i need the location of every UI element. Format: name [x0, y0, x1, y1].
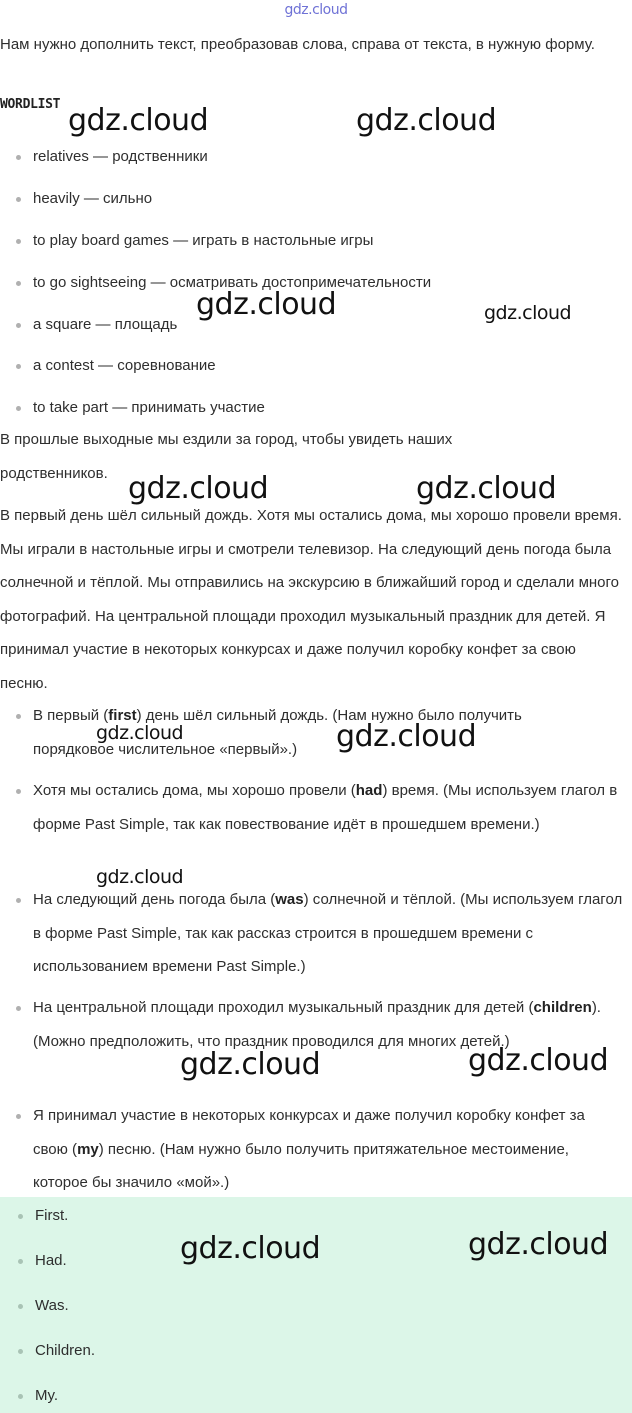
answer-word: children [533, 999, 592, 1016]
explanation-text: Я принимал участие в некоторых конкурсах и даже получил коробку конфет за свою (my) песню. (Нам нужно было получить притяжательное местоимение, которое бы значило «мой».) [33, 1107, 585, 1191]
explanation-item [0, 883, 626, 984]
answer-text: Had. [35, 1252, 67, 1269]
bullet-icon [18, 1349, 23, 1354]
answer-word: first [108, 707, 137, 724]
answer-item [0, 1291, 620, 1321]
answer-text: First. [35, 1207, 69, 1224]
watermark: gdz.cloud [96, 866, 184, 888]
answer-text: Children. [35, 1342, 96, 1359]
watermark: gdz.cloud [468, 1043, 609, 1078]
explanation-text: На центральной площади проходил музыкальный праздник для детей (children). (Можно предположить, что праздник проводился для многих детей.) [33, 999, 601, 1050]
wordlist-item-text: to take part — принимать участие [33, 399, 265, 416]
bullet-icon [16, 714, 21, 719]
bullet-icon [16, 323, 21, 328]
explanation-text: В первый (first) день шёл сильный дождь. (Нам нужно было получить порядковое числительное «первый».) [33, 707, 522, 758]
answer-item [0, 1336, 620, 1366]
wordlist-item-text: heavily — сильно [33, 190, 153, 207]
bullet-icon [18, 1394, 23, 1399]
answer-word: my [77, 1140, 99, 1158]
wordlist-item-text: to play board games — играть в настольные игры [33, 232, 374, 249]
watermark: gdz.cloud [180, 1231, 321, 1266]
explanation-item [0, 699, 600, 766]
answer-text: My. [35, 1387, 59, 1404]
watermark: gdz.cloud [128, 471, 269, 506]
bullet-icon [16, 789, 21, 794]
bullet-icon [18, 1304, 23, 1309]
wordlist-item [0, 142, 620, 172]
wordlist-item-text: relatives — родственники [33, 148, 208, 165]
explanation-item [0, 1099, 612, 1200]
answer-word: had [355, 782, 383, 799]
intro-text: Нам нужно дополнить текст, преобразовав слова, справа от текста, в нужную форму. [0, 36, 595, 53]
watermark: gdz.cloud [68, 103, 209, 138]
paragraph-intro: В прошлые выходные мы ездили за город, чтобы увидеть наших родственников. [0, 431, 453, 482]
watermark: gdz.cloud [484, 302, 572, 324]
answer-word: was [275, 891, 304, 908]
watermark: gdz.cloud [416, 471, 557, 506]
wordlist-item [0, 393, 620, 423]
bullet-icon [16, 364, 21, 369]
paragraph-story: В первый день шёл сильный дождь. Хотя мы остались дома, мы хорошо провели время. Мы играли в настольные игры и смотрели телевизор. На следующий день погода была солнечной и тёплой. Мы отправились на экскурсию в ближайший город и сделали много фотографий. На центральной площади проходил музыкальный праздник для детей. Я принимал участие в некоторых конкурсах и даже получил коробку конфет за свою песню. [0, 507, 622, 692]
bullet-icon [16, 155, 21, 160]
watermark: gdz.cloud [196, 287, 337, 322]
bullet-icon [18, 1214, 23, 1219]
explanation-item [0, 774, 626, 841]
wordlist-heading: WORDLIST [0, 97, 61, 112]
wordlist-item-text: a contest — соревнование [33, 357, 216, 374]
bullet-icon [16, 239, 21, 244]
wordlist-item [0, 184, 620, 214]
bullet-icon [16, 898, 21, 903]
watermark: gdz.cloud [180, 1047, 321, 1082]
wordlist-item [0, 226, 620, 256]
watermark: gdz.cloud [356, 103, 497, 138]
answer-item [0, 1381, 620, 1411]
watermark: gdz.cloud [336, 719, 477, 754]
watermark: gdz.cloud [468, 1227, 609, 1262]
wordlist-item-text: a square — площадь [33, 316, 178, 333]
answer-text: Was. [35, 1297, 69, 1314]
bullet-icon [16, 1006, 21, 1011]
bullet-icon [18, 1259, 23, 1264]
wordlist-item [0, 351, 620, 381]
watermark: gdz.cloud [96, 722, 184, 744]
site-logo[interactable]: gdz.cloud [284, 2, 348, 18]
bullet-icon [16, 197, 21, 202]
explanation-text: Хотя мы остались дома, мы хорошо провели (had) время. (Мы используем глагол в форме Past Simple, так как повествование идёт в прошедшем времени.) [33, 782, 618, 833]
bullet-icon [16, 406, 21, 411]
explanation-text: На следующий день погода была (was) солнечной и тёплой. (Мы используем глагол в форме Past Simple, так как рассказ строится в прошедшем времени с использованием времени Past Simple.) [33, 891, 623, 975]
bullet-icon [16, 1114, 21, 1119]
wordlist-item-text: to go sightseeing — осматривать достопримечательности [33, 274, 432, 291]
bullet-icon [16, 281, 21, 286]
